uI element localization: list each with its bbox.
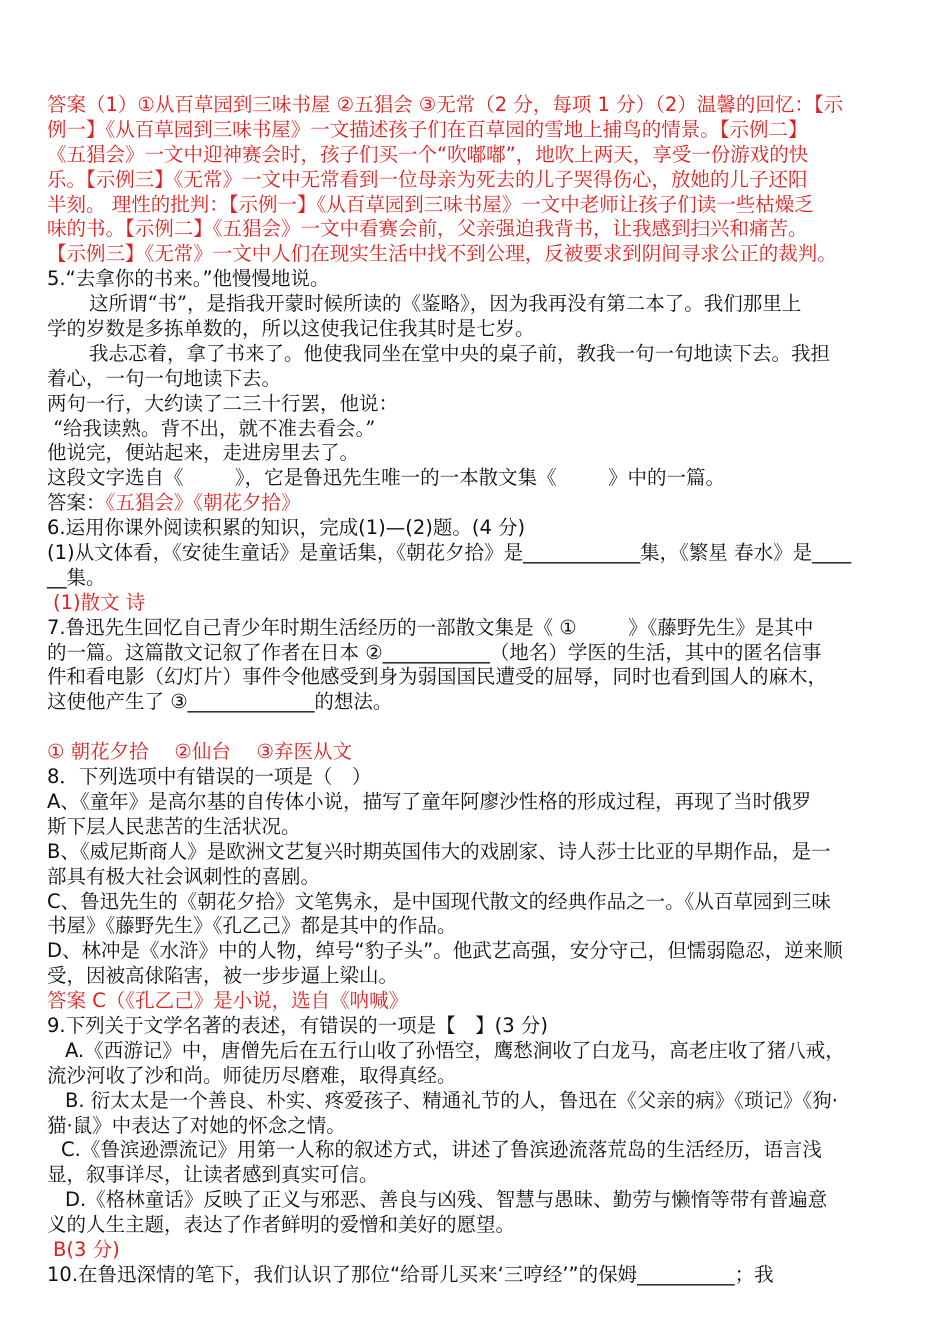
text-line: A.《西游记》中，唐僧先后在五行山收了孙悟空，鹰愁涧收了白龙马，高老庄收了猪八戒， — [65, 1038, 845, 1062]
text-line: 的一篇。这篇散文记叙了作者在日本 ②___________（地名）学医的生活，其中的匿名信事 — [47, 640, 822, 664]
answer-line: 味的书。【示例二】《五猖会》一文中看赛会前，父亲强迫我背书，让我感到扫兴和痛苦。 — [47, 217, 808, 241]
answer-line: 答案 C（《孔乙己》是小说，选自《呐喊》 — [47, 989, 409, 1013]
text-line: 我忐忑着，拿了书来了。他使我同坐在堂中央的桌子前，教我一句一句地读下去。我担 — [89, 341, 831, 365]
text-line: 两句一行，大约读了二三十行罢，他说： — [47, 391, 399, 415]
text-line: 这段文字选自《 》，它是鲁迅先生唯一的一本散文集《 》中的一篇。 — [47, 466, 726, 490]
text-line: 件和看电影（幻灯片）事件令他感受到身为弱国国民遭受的屈辱，同时也看到国人的麻木， — [47, 665, 828, 689]
text-line: 受，因被高俅陷害，被一步步逼上梁山。 — [47, 964, 399, 988]
text-line: 部具有极大社会讽刺性的喜剧。 — [47, 864, 321, 888]
text-line: 10.在鲁迅深情的笔下，我们认识了那位“给哥儿买来‘三哼经’”的保姆__________；我 — [47, 1262, 774, 1286]
answer-line: ① 朝花夕拾 ②仙台 ③弃医从文 — [47, 740, 353, 764]
text-line: D、林冲是《水浒》中的人物，绰号“豹子头”。他武艺高强，安分守己，但懦弱隐忍，逆来顺 — [47, 939, 843, 963]
text-line: D.《格林童话》反映了正义与邪恶、善良与凶残、智慧与愚昧、勤劳与懒惰等带有普遍意 — [65, 1188, 828, 1212]
answer-line: 答案（1）①从百草园到三味书屋 ②五猖会 ③无常（2 分，每项 1 分）（2）温馨的回忆：【示 — [47, 93, 844, 116]
answer-text: 《五猖会》《朝花夕拾》 — [105, 491, 301, 515]
answer-line — [47, 491, 909, 516]
text-line: 流沙河收了沙和尚。师徒历尽磨难，取得真经。 — [47, 1063, 457, 1087]
answer-line: 例一】《从百草园到三味书屋》一文描述孩子们在百草园的雪地上捕鸟的情景。【示例二】 — [47, 117, 808, 141]
text-line: B、《威尼斯商人》是欧洲文艺复兴时期英国伟大的戏剧家、诗人莎士比亚的早期作品，是一 — [47, 839, 831, 863]
answer-line: (1)散文 诗 — [53, 590, 146, 614]
text-line: __集。 — [47, 565, 106, 589]
answer-prefix: 答案： — [47, 491, 106, 515]
text-line: 学的岁数是多拣单数的，所以这使我记住我其时是七岁。 — [47, 317, 535, 341]
answer-line: 乐。【示例三】《无常》一文中无常看到一位母亲为死去的儿子哭得伤心，放她的儿子还阳 — [47, 167, 808, 191]
answer-line: 《五猖会》一文中迎神赛会时，孩子们买一个“吹嘟嘟”，地吹上两天，享受一份游戏的快 — [47, 142, 809, 166]
answer-line: B(3 分) — [53, 1237, 120, 1261]
text-line: 猫·鼠》中表达了对她的怀念之情。 — [47, 1113, 346, 1137]
blank-line — [47, 715, 909, 740]
text-line: A、《童年》是高尔基的自传体小说，描写了童年阿廖沙性格的形成过程，再现了当时俄罗 — [47, 789, 812, 813]
answer-line: 【示例三】《无常》一文中人们在现实生活中找不到公理，反被要求到阴间寻求公正的裁判。 — [47, 242, 837, 266]
document-page — [47, 93, 909, 1288]
text-line: 这所谓“书”，是指我开蒙时候所读的《鉴略》，因为我再没有第二本了。我们那里上 — [89, 292, 802, 316]
answer-line: 半刻。 理性的批判：【示例一】《从百草园到三味书屋》一文中老师让孩子们读一些枯燥乏 — [47, 192, 814, 216]
text-line: 6.运用你课外阅读积累的知识，完成(1)—(2)题。(4 分) — [47, 516, 526, 540]
text-line: 9.下列关于文学名著的表述，有错误的一项是【 】(3 分) — [47, 1013, 548, 1037]
text-line: 7.鲁迅先生回忆自己青少年时期生活经历的一部散文集是《 ① 》《藤野先生》是其中 — [47, 615, 814, 639]
text-line: 他说完，便站起来，走进房里去了。 — [47, 441, 360, 465]
text-line: 显，叙事详尽，让读者感到真实可信。 — [47, 1163, 379, 1187]
text-line: C、鲁迅先生的《朝花夕拾》文笔隽永，是中国现代散文的经典作品之一。《从百草园到三味 — [47, 889, 831, 913]
text-line: 书屋》《藤野先生》《孔乙己》都是其中的作品。 — [47, 914, 457, 938]
text-line: B. 衍太太是一个善良、朴实、疼爱孩子、精通礼节的人，鲁迅在《父亲的病》《琐记》《狗· — [65, 1088, 838, 1112]
text-line: 这使他产生了 ③_____________的想法。 — [47, 690, 393, 714]
text-line: 5.“去拿你的书来。”他慢慢地说。 — [47, 267, 330, 291]
text-line: (1)从文体看，《安徒生童话》是童话集，《朝花夕拾》是____________集，《繁星 春水》是____ — [47, 541, 852, 565]
text-line: 义的人生主题，表达了作者鲜明的爱憎和美好的愿望。 — [47, 1213, 516, 1237]
text-line: C.《鲁滨逊漂流记》用第一人称的叙述方式，讲述了鲁滨逊流落荒岛的生活经历，语言浅 — [61, 1138, 822, 1162]
text-line: 8．下列选项中有错误的一项是（ ） — [47, 765, 372, 789]
text-line: 着心，一句一句地读下去。 — [47, 366, 282, 390]
text-line: “给我读熟。背不出，就不准去看会。” — [53, 416, 376, 440]
text-line: 斯下层人民悲苦的生活状况。 — [47, 814, 301, 838]
